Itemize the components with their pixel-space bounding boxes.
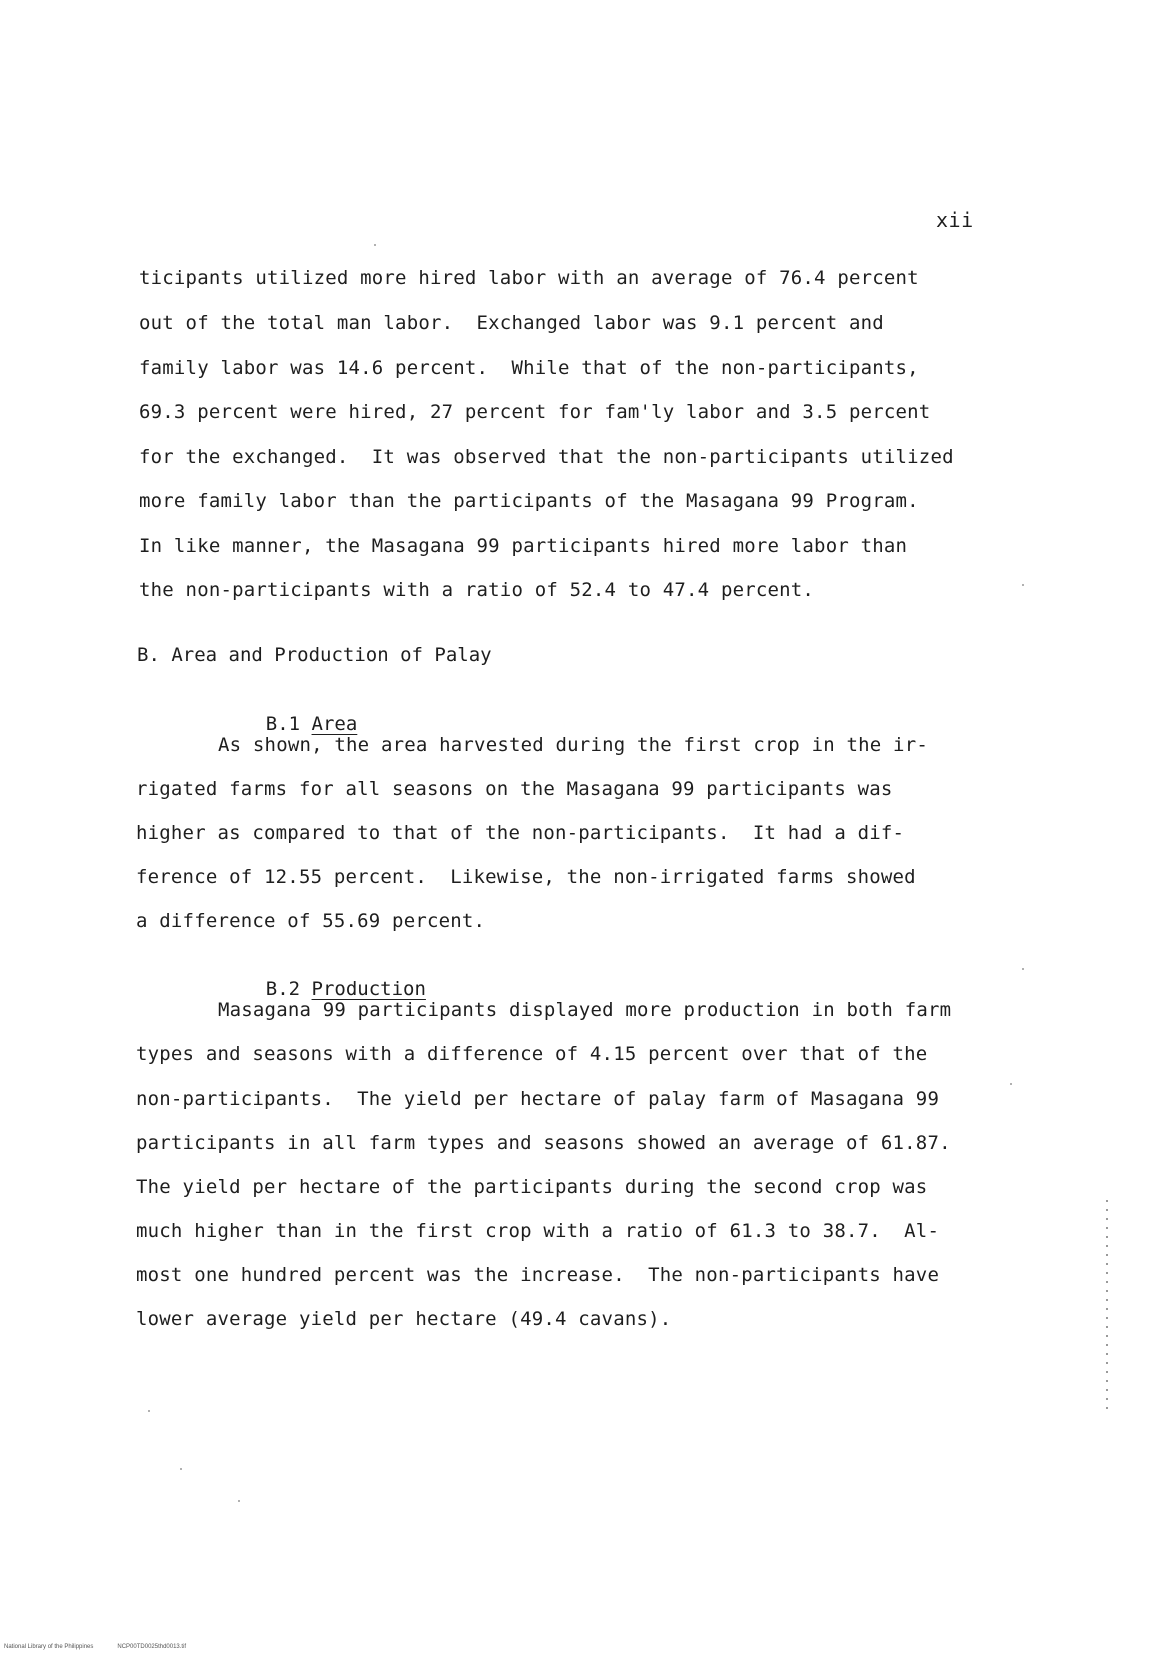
subsection-number: B.2: [265, 978, 301, 1000]
text-line: out of the total man labor. Exchanged labor was 9.1 percent and: [139, 312, 884, 334]
scan-footer: [4, 1644, 210, 1650]
scan-speck: [374, 244, 376, 246]
text-line: participants in all farm types and seasons showed an average of 61.87.: [136, 1132, 951, 1154]
text-line: ticipants utilized more hired labor with an average of 76.4 percent: [139, 267, 919, 289]
scan-speck: [180, 1468, 182, 1470]
text-line: The yield per hectare of the participants during the second crop was: [136, 1176, 928, 1198]
text-line: In like manner, the Masagana 99 participants hired more labor than: [139, 535, 908, 557]
subsection-title: Production: [311, 978, 426, 1000]
text-line: non-participants. The yield per hectare of palay farm of Masagana 99: [136, 1088, 940, 1110]
text-line: As shown, the area harvested during the first crop in the ir-: [218, 734, 928, 756]
page-number: xii: [936, 208, 974, 232]
text-line: the non-participants with a ratio of 52.4 to 47.4 percent.: [139, 579, 815, 601]
scan-speck: [148, 1410, 150, 1412]
footer-file-id: NCP00TD0025thd0013.tif: [117, 1644, 187, 1650]
scan-speck: [1022, 584, 1024, 586]
footer-library: National Library of the Philippines: [4, 1644, 94, 1650]
scan-speck: [238, 1500, 240, 1502]
scan-speck: [1022, 968, 1024, 970]
text-line: Masagana 99 participants displayed more production in both farm: [218, 999, 952, 1021]
subsection-title: Area: [311, 713, 358, 735]
text-line: ference of 12.55 percent. Likewise, the non-irrigated farms showed: [136, 866, 916, 888]
text-line: more family labor than the participants of the Masagana 99 Program.: [139, 490, 919, 512]
scan-speck: [1010, 1083, 1012, 1085]
scan-margin-dots: [1106, 1200, 1108, 1410]
text-line: for the exchanged. It was observed that the non-participants utilized: [139, 446, 954, 468]
text-line: types and seasons with a difference of 4.15 percent over that of the: [136, 1043, 928, 1065]
text-line: a difference of 55.69 percent.: [136, 910, 486, 932]
text-line: lower average yield per hectare (49.4 cavans).: [136, 1308, 672, 1330]
text-line: family labor was 14.6 percent. While that of the non-participants,: [139, 357, 919, 379]
text-line: most one hundred percent was the increase. The non-participants have: [136, 1264, 940, 1286]
subsection-number: B.1: [265, 713, 301, 735]
text-line: 69.3 percent were hired, 27 percent for fam'ly labor and 3.5 percent: [139, 401, 931, 423]
text-line: higher as compared to that of the non-participants. It had a dif-: [136, 822, 905, 844]
text-line: much higher than in the first crop with a ratio of 61.3 to 38.7. Al-: [136, 1220, 940, 1242]
text-line: rigated farms for all seasons on the Masagana 99 participants was: [136, 778, 893, 800]
section-heading-b: B. Area and Production of Palay: [137, 644, 492, 666]
